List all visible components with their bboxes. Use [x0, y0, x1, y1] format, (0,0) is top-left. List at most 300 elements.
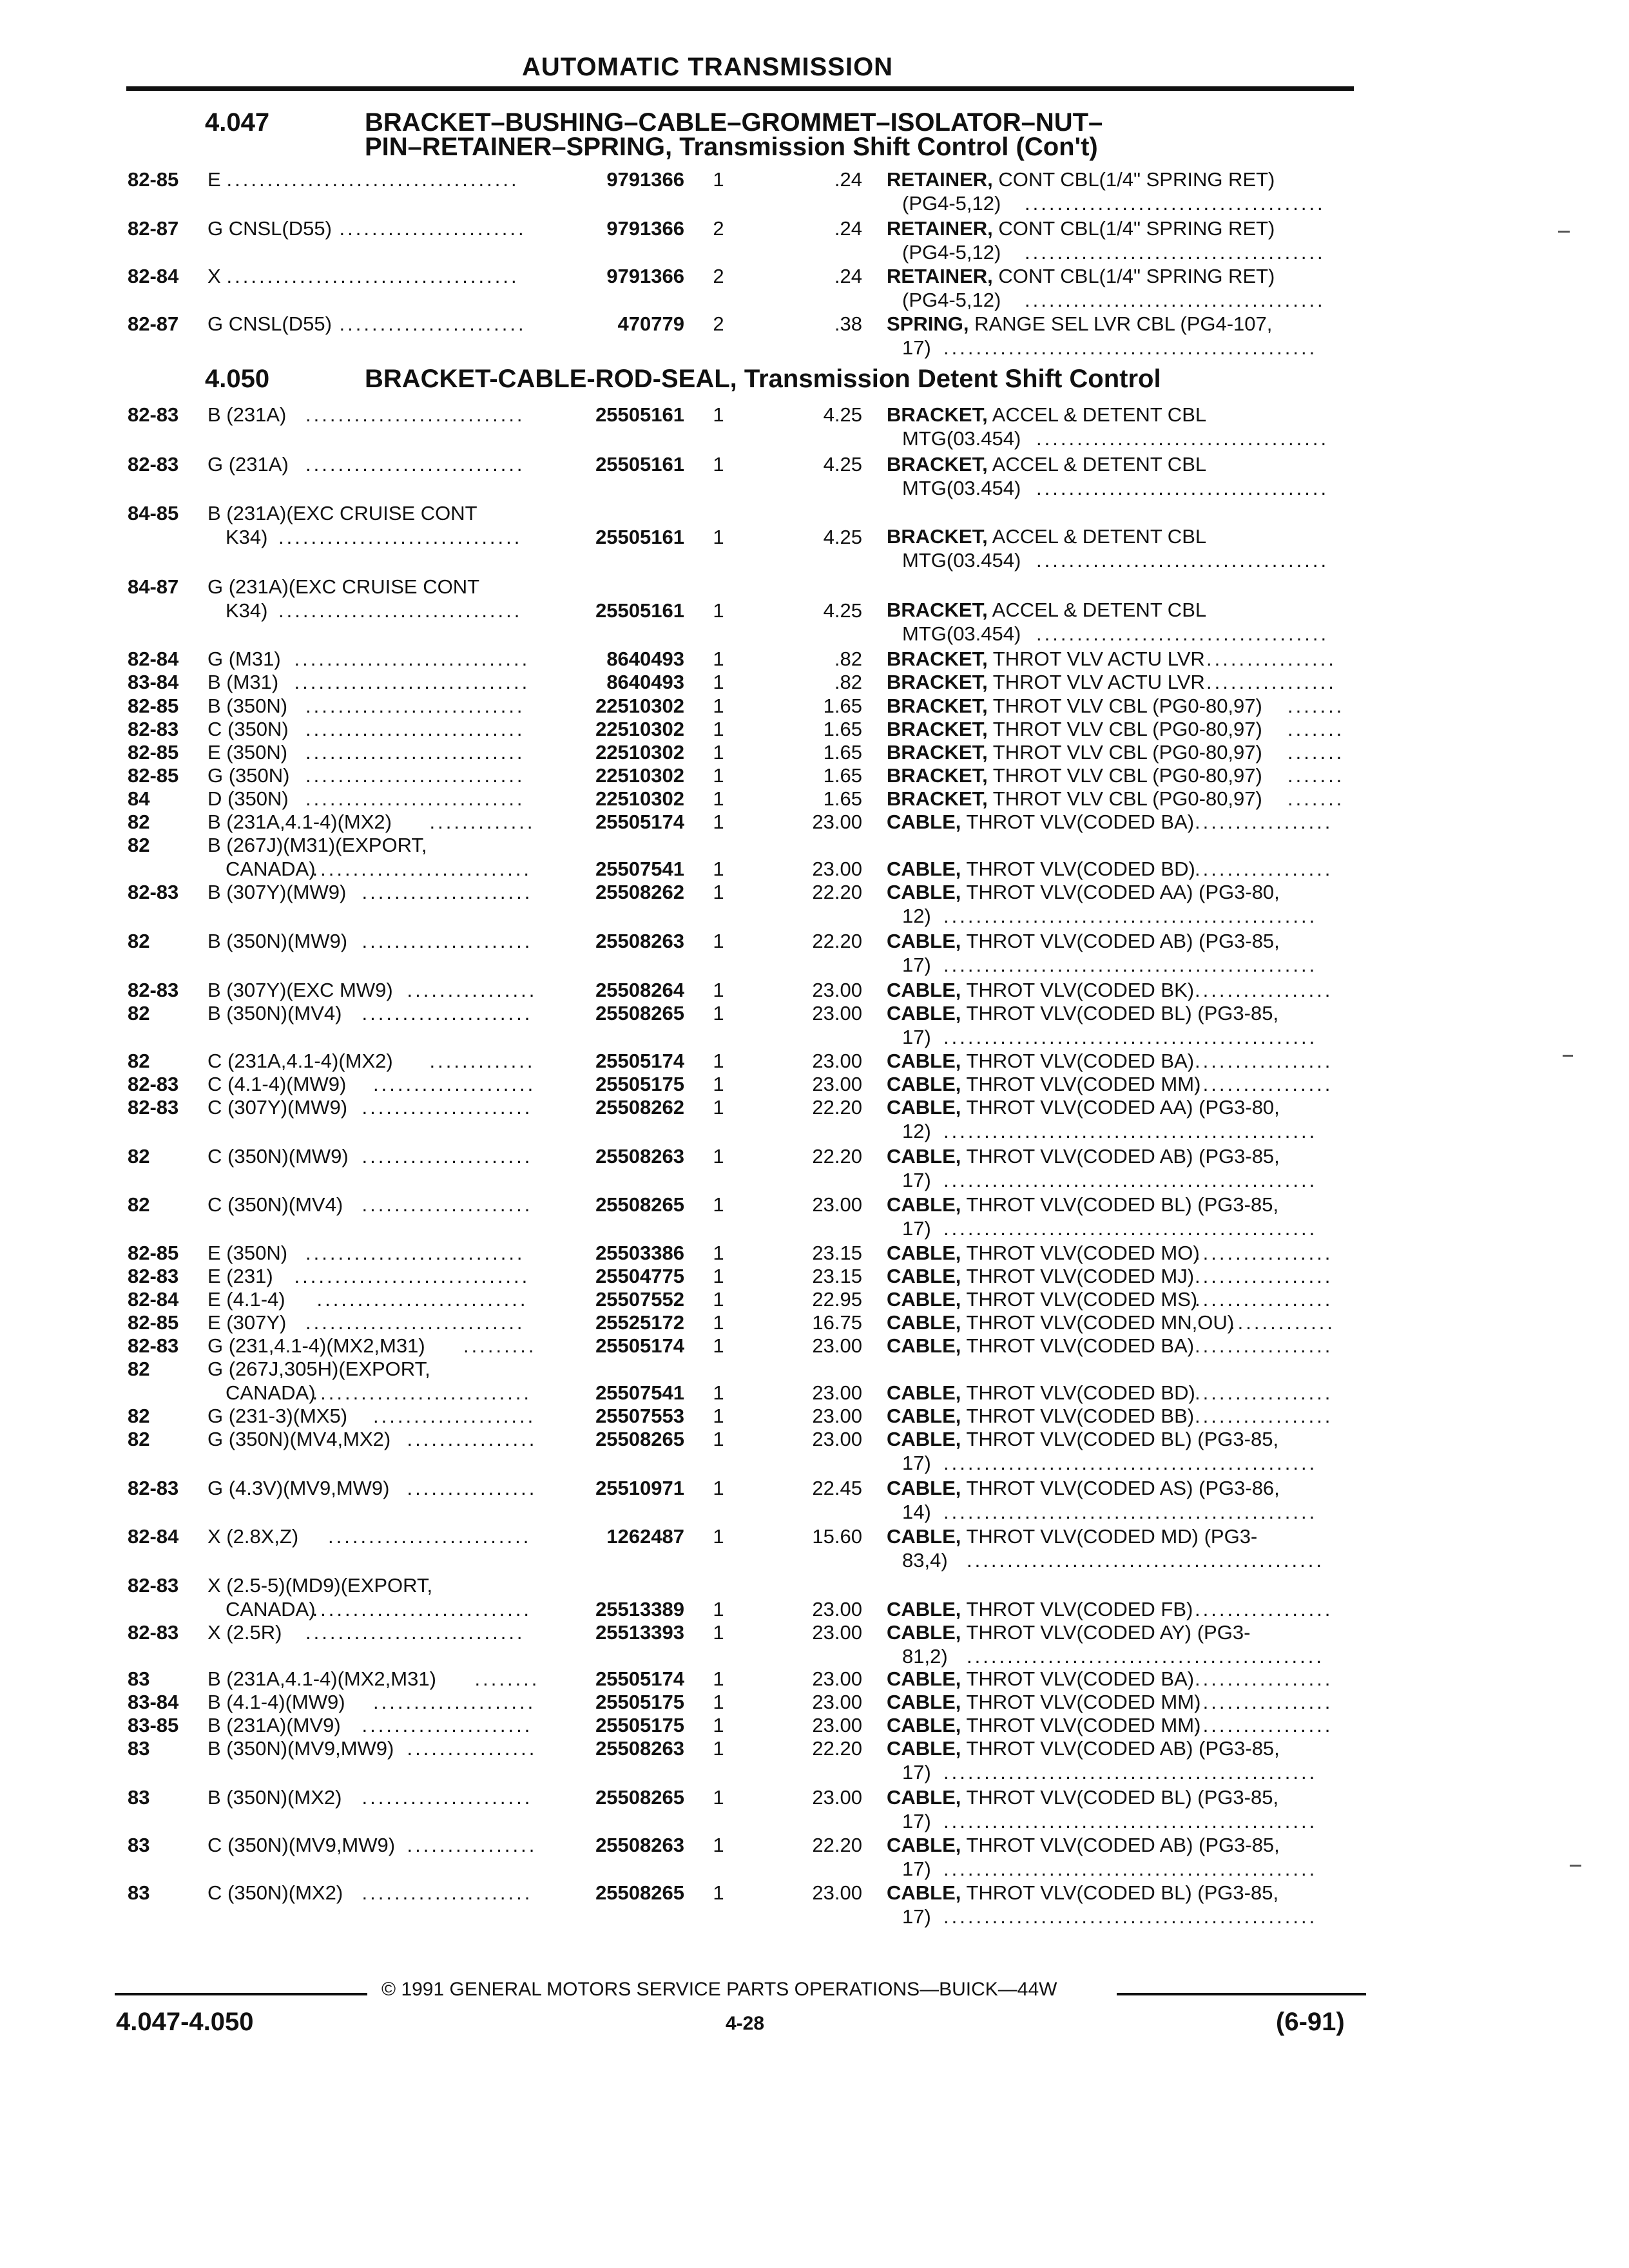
part-noun: CABLE, [887, 1786, 961, 1809]
part-description: BRACKET, ACCEL & DETENT CBL [887, 525, 1207, 548]
dot-leader: .............................................. [943, 905, 1318, 927]
part-description: BRACKET, ACCEL & DETENT CBL [887, 403, 1207, 426]
part-number: 25508263 [595, 1737, 684, 1760]
part-number: 25508262 [595, 1096, 684, 1119]
price: .38 [834, 312, 862, 335]
model-year: 84-87 [128, 575, 179, 598]
part-number: 25505161 [595, 526, 684, 548]
part-description: CABLE, THROT VLV(CODED MD) (PG3- [887, 1525, 1258, 1548]
model-year: 83-84 [128, 671, 179, 693]
part-noun: BRACKET, [887, 453, 988, 476]
dot-leader: ..................... [361, 881, 533, 903]
quantity: 1 [713, 1002, 724, 1024]
section-title [365, 108, 1103, 161]
model-application: B (231A,4.1-4)(MX2,M31) [207, 1667, 436, 1690]
part-number: 25513389 [595, 1598, 684, 1620]
part-noun: CABLE, [887, 1714, 961, 1736]
part-description-cont: 81,2) [902, 1645, 948, 1667]
part-noun: BRACKET, [887, 787, 988, 810]
quantity: 2 [713, 217, 724, 240]
model-application: G (350N) [207, 764, 290, 787]
dot-leader: .................................... [1036, 477, 1329, 499]
dot-leader: .............................................. [943, 1217, 1318, 1240]
part-number: 25507541 [595, 1381, 684, 1404]
model-year: 82-83 [128, 453, 179, 476]
part-number: 25505175 [595, 1714, 684, 1736]
model-application: B (350N)(MV9,MW9) [207, 1737, 394, 1760]
dot-leader: ........................... [305, 764, 525, 787]
model-application: B (350N)(MX2) [207, 1786, 342, 1809]
footer-rule-left [115, 1993, 367, 1995]
model-application: C (350N)(MV9,MW9) [207, 1834, 396, 1856]
price: 22.95 [812, 1288, 862, 1311]
section-number: 4.050 [205, 365, 270, 393]
model-year: 82 [128, 1002, 150, 1024]
part-description-cont: 17) [902, 1810, 931, 1832]
part-description-cont: 17) [902, 1452, 931, 1474]
dot-leader: ....... [1287, 718, 1345, 740]
dot-leader: .................... [373, 1691, 536, 1713]
price: 1.65 [823, 718, 862, 740]
quantity: 1 [713, 1786, 724, 1809]
footer-page-number: 4-28 [726, 2013, 765, 2034]
price: .24 [834, 217, 862, 240]
dot-leader: ............................. [294, 671, 530, 693]
part-description: CABLE, THROT VLV(CODED AB) (PG3-85, [887, 1145, 1280, 1168]
model-year: 82-85 [128, 168, 179, 191]
model-application: C (307Y)(MW9) [207, 1096, 348, 1119]
dot-leader: ................. [1195, 1334, 1333, 1357]
model-application: C (231A,4.1-4)(MX2) [207, 1050, 393, 1072]
quantity: 1 [713, 858, 724, 880]
model-application: E (350N) [207, 1242, 288, 1264]
part-noun: CABLE, [887, 1334, 961, 1357]
part-number: 25507541 [595, 858, 684, 880]
model-year: 82-83 [128, 1621, 179, 1644]
part-number: 8640493 [606, 648, 684, 670]
part-noun: BRACKET, [887, 525, 988, 548]
dot-leader: ................. [1195, 1242, 1333, 1264]
quantity: 1 [713, 979, 724, 1001]
part-number: 9791366 [606, 168, 684, 191]
dot-leader: ........................... [305, 453, 525, 476]
part-number: 25507552 [595, 1288, 684, 1311]
model-year: 82 [128, 1193, 150, 1216]
part-number: 25505175 [595, 1691, 684, 1713]
page-title: AUTOMATIC TRANSMISSION [522, 53, 894, 81]
quantity: 1 [713, 1834, 724, 1856]
model-year: 82-84 [128, 1288, 179, 1311]
part-number: 25510971 [595, 1477, 684, 1499]
quantity: 1 [713, 1096, 724, 1119]
model-application: C (4.1-4)(MW9) [207, 1073, 347, 1095]
part-noun: CABLE, [887, 1311, 961, 1334]
dot-leader: ........................... [305, 1311, 525, 1334]
part-description-cont: MTG(03.454) [902, 427, 1021, 450]
dot-leader: .................... [373, 1405, 536, 1427]
part-noun: CABLE, [887, 1242, 961, 1264]
price: 23.00 [812, 1334, 862, 1357]
model-application: G (M31) [207, 648, 281, 670]
model-application: X [207, 265, 221, 287]
dot-leader: ................. [1195, 1050, 1333, 1072]
part-description-cont: MTG(03.454) [902, 549, 1021, 572]
part-noun: CABLE, [887, 1621, 961, 1644]
model-year: 82-87 [128, 217, 179, 240]
model-year: 82-85 [128, 764, 179, 787]
part-description-cont: 83,4) [902, 1549, 948, 1571]
dot-leader: .................................... [1036, 427, 1329, 450]
title-rule [126, 86, 1354, 91]
part-description: CABLE, THROT VLV(CODED AS) (PG3-86, [887, 1477, 1280, 1499]
dot-leader: ................. [1195, 1405, 1333, 1427]
price: .82 [834, 671, 862, 693]
part-description: RETAINER, CONT CBL(1/4" SPRING RET) [887, 168, 1275, 191]
model-year: 82-85 [128, 695, 179, 717]
dot-leader: ..................................... [1025, 241, 1325, 264]
part-noun: CABLE, [887, 1193, 961, 1216]
dot-leader: ............. [429, 811, 535, 833]
dot-leader: ............. [1229, 1311, 1335, 1334]
price: .82 [834, 648, 862, 670]
price: 1.65 [823, 764, 862, 787]
price: 23.00 [812, 1050, 862, 1072]
price: 4.25 [823, 599, 862, 622]
price: 23.00 [812, 1786, 862, 1809]
part-description: CABLE, THROT VLV(CODED MJ) [887, 1265, 1195, 1287]
model-year: 82-85 [128, 741, 179, 764]
dot-leader: ................. [1195, 1288, 1333, 1311]
part-noun: CABLE, [887, 1737, 961, 1760]
model-application: E (350N) [207, 741, 288, 764]
model-application: X (2.5-5)(MD9)(EXPORT, [207, 1574, 433, 1597]
dot-leader: ............................. [294, 648, 530, 670]
model-application: E (231) [207, 1265, 273, 1287]
dot-leader: ................ [407, 1428, 537, 1450]
part-noun: RETAINER, [887, 168, 993, 191]
part-description-cont: 14) [902, 1501, 931, 1523]
dot-leader: .............................................. [943, 1858, 1318, 1880]
dot-leader: ....................... [339, 312, 526, 335]
dot-leader: ..................... [361, 1714, 533, 1736]
quantity: 1 [713, 168, 724, 191]
model-year: 82-83 [128, 403, 179, 426]
model-year: 83-84 [128, 1691, 179, 1713]
model-year: 82-84 [128, 648, 179, 670]
part-noun: BRACKET, [887, 403, 988, 426]
part-description: BRACKET, THROT VLV CBL (PG0-80,97) [887, 787, 1262, 810]
footer-section-range: 4.047-4.050 [116, 2008, 254, 2036]
model-application-cont: CANADA) [226, 858, 316, 880]
part-number: 22510302 [595, 787, 684, 810]
part-noun: RETAINER, [887, 217, 993, 240]
dot-leader: ..................... [361, 1881, 533, 1904]
price: 23.00 [812, 1405, 862, 1427]
price: 23.00 [812, 858, 862, 880]
part-noun: RETAINER, [887, 265, 993, 287]
dot-leader: .................................... [1036, 549, 1329, 572]
part-number: 25525172 [595, 1311, 684, 1334]
dot-leader: ................. [1195, 1381, 1333, 1404]
model-year: 82 [128, 930, 150, 952]
part-number: 25505174 [595, 1334, 684, 1357]
dot-leader: ................. [1195, 1714, 1333, 1736]
price: 23.00 [812, 1667, 862, 1690]
dot-leader: ......................... [328, 1525, 532, 1548]
dot-leader: ............................................ [967, 1645, 1324, 1667]
quantity: 1 [713, 671, 724, 693]
dot-leader: ........................... [312, 1598, 532, 1620]
part-number: 25508265 [595, 1786, 684, 1809]
part-noun: BRACKET, [887, 648, 988, 670]
quantity: 1 [713, 599, 724, 622]
part-noun: CABLE, [887, 1381, 961, 1404]
dot-leader: ........................... [305, 695, 525, 717]
part-description: CABLE, THROT VLV(CODED BB) [887, 1405, 1195, 1427]
quantity: 1 [713, 881, 724, 903]
quantity: 1 [713, 1073, 724, 1095]
part-number: 25505161 [595, 453, 684, 476]
model-application: G (350N)(MV4,MX2) [207, 1428, 391, 1450]
model-year: 82-84 [128, 265, 179, 287]
part-number: 22510302 [595, 695, 684, 717]
dot-leader: ............................................ [967, 1549, 1324, 1571]
part-number: 25508262 [595, 881, 684, 903]
dot-leader: .............................................. [943, 1120, 1318, 1142]
part-noun: BRACKET, [887, 764, 988, 787]
model-application: G (231A)(EXC CRUISE CONT [207, 575, 480, 598]
part-noun: BRACKET, [887, 741, 988, 764]
price: 23.00 [812, 1598, 862, 1620]
price: 23.00 [812, 1381, 862, 1404]
part-noun: CABLE, [887, 930, 961, 952]
part-description: CABLE, THROT VLV(CODED AA) (PG3-80, [887, 1096, 1280, 1119]
model-application: E (307Y) [207, 1311, 287, 1334]
part-number: 9791366 [606, 265, 684, 287]
part-description: CABLE, THROT VLV(CODED AA) (PG3-80, [887, 881, 1280, 903]
price: 23.00 [812, 1193, 862, 1216]
dot-leader: ........................... [305, 741, 525, 764]
price: 23.00 [812, 1691, 862, 1713]
part-number: 25508265 [595, 1002, 684, 1024]
quantity: 1 [713, 1881, 724, 1904]
part-noun: CABLE, [887, 1050, 961, 1072]
dot-leader: .............................................. [943, 1452, 1318, 1474]
dot-leader: ................. [1195, 1691, 1333, 1713]
price: 4.25 [823, 453, 862, 476]
section-title [365, 365, 1161, 393]
quantity: 1 [713, 811, 724, 833]
part-number: 25508263 [595, 1834, 684, 1856]
part-description-cont: 17) [902, 1026, 931, 1048]
model-application: G CNSL(D55) [207, 217, 332, 240]
part-description: BRACKET, THROT VLV ACTU LVR [887, 671, 1205, 693]
part-number: 25504775 [595, 1265, 684, 1287]
quantity: 2 [713, 312, 724, 335]
part-noun: CABLE, [887, 1145, 961, 1168]
part-description: CABLE, THROT VLV(CODED BA) [887, 811, 1195, 833]
dot-leader: ................. [1195, 1073, 1333, 1095]
price: 23.15 [812, 1265, 862, 1287]
model-year: 82-84 [128, 1525, 179, 1548]
model-application: G (267J,305H)(EXPORT, [207, 1358, 430, 1380]
model-application: B (307Y)(MW9) [207, 881, 347, 903]
price: 23.00 [812, 979, 862, 1001]
price: .24 [834, 168, 862, 191]
part-number: 25505161 [595, 403, 684, 426]
part-description-cont: 17) [902, 1217, 931, 1240]
part-noun: CABLE, [887, 1428, 961, 1450]
part-description-cont: 12) [902, 905, 931, 927]
model-application-cont: CANADA) [226, 1381, 316, 1404]
model-year: 82-83 [128, 1073, 179, 1095]
quantity: 1 [713, 741, 724, 764]
quantity: 1 [713, 526, 724, 548]
dot-leader: ..................................... [1025, 192, 1325, 215]
model-application: G (231A) [207, 453, 289, 476]
part-number: 22510302 [595, 718, 684, 740]
part-number: 25513393 [595, 1621, 684, 1644]
section-title-line: BRACKET-CABLE-ROD-SEAL, Transmission Detent Shift Control [365, 365, 1161, 393]
quantity: 2 [713, 265, 724, 287]
model-application: B (4.1-4)(MW9) [207, 1691, 345, 1713]
model-year: 82-83 [128, 979, 179, 1001]
part-noun: CABLE, [887, 1002, 961, 1024]
model-year: 82-85 [128, 1311, 179, 1334]
dot-leader: ................. [1195, 811, 1333, 833]
part-description: CABLE, THROT VLV(CODED BD) [887, 858, 1195, 880]
part-description-cont: (PG4-5,12) [902, 241, 1001, 264]
part-noun: CABLE, [887, 881, 961, 903]
quantity: 1 [713, 1288, 724, 1311]
dot-leader: ........................... [305, 403, 525, 426]
price: 23.00 [812, 1714, 862, 1736]
dot-leader: ....... [1287, 787, 1345, 810]
part-description: BRACKET, THROT VLV CBL (PG0-80,97) [887, 695, 1262, 717]
model-application: X (2.5R) [207, 1621, 282, 1644]
model-application: D (350N) [207, 787, 289, 810]
dot-leader: ........................... [312, 1381, 532, 1404]
price: 23.00 [812, 811, 862, 833]
dot-leader: ................ [407, 1477, 537, 1499]
model-year: 82 [128, 1145, 150, 1168]
dot-leader: ..................... [361, 1096, 533, 1119]
part-description-cont: 17) [902, 1858, 931, 1880]
part-noun: CABLE, [887, 1477, 961, 1499]
price: 4.25 [823, 403, 862, 426]
price: 22.20 [812, 1737, 862, 1760]
model-application: E (4.1-4) [207, 1288, 285, 1311]
price: 22.20 [812, 1145, 862, 1168]
dot-leader: ................. [1195, 1598, 1333, 1620]
part-description-cont: 17) [902, 336, 931, 359]
model-application: B (231A)(EXC CRUISE CONT [207, 502, 477, 524]
dot-leader: ..................................... [1025, 289, 1325, 311]
dot-leader: .............................................. [943, 336, 1318, 359]
price: 1.65 [823, 695, 862, 717]
model-year: 82 [128, 1405, 150, 1427]
dot-leader: .............................. [278, 599, 523, 622]
part-number: 25508263 [595, 930, 684, 952]
model-application: B (231A)(MV9) [207, 1714, 341, 1736]
part-number: 25505174 [595, 811, 684, 833]
quantity: 1 [713, 1242, 724, 1264]
model-year: 83 [128, 1881, 150, 1904]
price: 22.45 [812, 1477, 862, 1499]
dot-leader: ................. [1195, 1667, 1333, 1690]
part-description-cont: 17) [902, 1905, 931, 1928]
model-application: C (350N)(MV4) [207, 1193, 343, 1216]
part-noun: CABLE, [887, 1288, 961, 1311]
price: 23.00 [812, 1002, 862, 1024]
model-application: C (350N)(MX2) [207, 1881, 343, 1904]
section-title-line: BRACKET–BUSHING–CABLE–GROMMET–ISOLATOR–NUT– [365, 108, 1103, 137]
dot-leader: .................................... [226, 265, 519, 287]
section-number: 4.047 [205, 108, 270, 137]
quantity: 1 [713, 1381, 724, 1404]
quantity: 1 [713, 453, 724, 476]
model-year: 82 [128, 1050, 150, 1072]
part-description-cont: 17) [902, 954, 931, 976]
model-year: 82 [128, 1428, 150, 1450]
part-description: CABLE, THROT VLV(CODED BL) (PG3-85, [887, 1193, 1279, 1216]
part-number: 25508265 [595, 1428, 684, 1450]
part-description-cont: 17) [902, 1169, 931, 1191]
dot-leader: ......... [463, 1334, 537, 1357]
part-number: 25508265 [595, 1881, 684, 1904]
part-description: CABLE, THROT VLV(CODED BA) [887, 1667, 1195, 1690]
part-description-cont: MTG(03.454) [902, 477, 1021, 499]
dot-leader: ..................... [361, 1786, 533, 1809]
model-application-cont: CANADA) [226, 1598, 316, 1620]
part-description-cont: 12) [902, 1120, 931, 1142]
price: 23.00 [812, 1881, 862, 1904]
model-year: 82 [128, 811, 150, 833]
quantity: 1 [713, 1525, 724, 1548]
part-number: 25507553 [595, 1405, 684, 1427]
quantity: 1 [713, 1477, 724, 1499]
part-description-cont: 17) [902, 1761, 931, 1783]
model-year: 83-85 [128, 1714, 179, 1736]
dot-leader: ........................... [312, 858, 532, 880]
dot-leader: ....... [1287, 741, 1345, 764]
model-application: B (231A,4.1-4)(MX2) [207, 811, 392, 833]
section-title-line: PIN–RETAINER–SPRING, Transmission Shift Control (Con't) [365, 133, 1098, 161]
price: 23.15 [812, 1242, 862, 1264]
dot-leader: .............................................. [943, 1501, 1318, 1523]
quantity: 1 [713, 764, 724, 787]
dot-leader: .................... [373, 1073, 536, 1095]
dot-leader: ............................. [294, 1265, 530, 1287]
quantity: 1 [713, 1334, 724, 1357]
part-noun: CABLE, [887, 1405, 961, 1427]
footer-copyright: © 1991 GENERAL MOTORS SERVICE PARTS OPERATIONS—BUICK—44W [381, 1979, 1057, 2000]
quantity: 1 [713, 1311, 724, 1334]
dot-leader: ..................... [361, 1002, 533, 1024]
model-year: 82-83 [128, 1096, 179, 1119]
part-description: CABLE, THROT VLV(CODED FB) [887, 1598, 1193, 1620]
price: 23.00 [812, 1073, 862, 1095]
model-application: G (231,4.1-4)(MX2,M31) [207, 1334, 425, 1357]
part-noun: CABLE, [887, 1096, 961, 1119]
model-application: G (231-3)(MX5) [207, 1405, 348, 1427]
part-description-cont: MTG(03.454) [902, 622, 1021, 645]
part-number: 9791366 [606, 217, 684, 240]
part-description: CABLE, THROT VLV(CODED MM) [887, 1073, 1201, 1095]
price: 22.20 [812, 1834, 862, 1856]
part-number: 22510302 [595, 741, 684, 764]
price: 22.20 [812, 881, 862, 903]
